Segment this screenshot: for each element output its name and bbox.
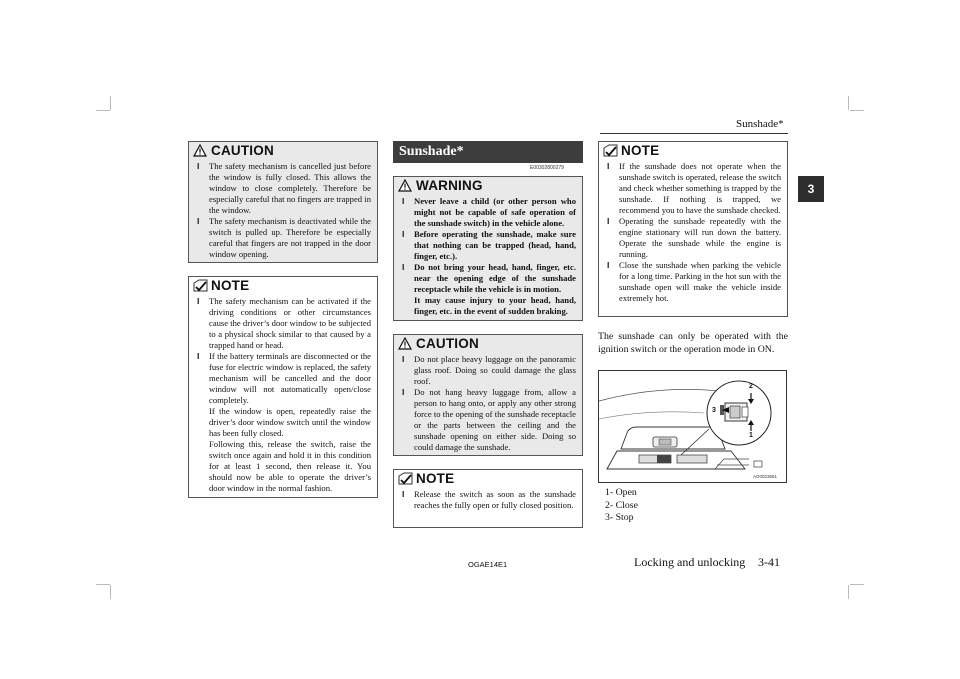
list-item: l Do not hang heavy luggage from, allow a person to hang onto, or apply any other strong force to the opening of the sunshade receptacle or the parts between the ceiling and the sunshade opening on either side. Doing so could damage the sunshade. [402, 387, 576, 452]
note-header [394, 470, 582, 488]
page-number: 3-41 [758, 555, 780, 569]
chapter-tab: 3 [798, 176, 824, 202]
note-label: NOTE [211, 278, 250, 293]
legend-item: 2- Close [605, 499, 638, 511]
crop-mark [110, 96, 111, 110]
caution-header [394, 335, 582, 353]
list-item: l The safety mechanism is deactivated while the switch is pulled up. Therefore be especially careful that fingers are not trapped in the door window opening. [197, 216, 371, 259]
caution-box [393, 334, 583, 456]
list-item: l Never leave a child (or other person who might not be capable of safe operation of the sunshade switch) in the vehicle alone. [402, 196, 576, 228]
list-item: l The safety mechanism is cancelled just before the window is fully closed. This allows the window to close completely. Therefore be especially careful that no fingers are trapped in the window. [197, 161, 371, 215]
list-item: l If the battery terminals are disconnected or the fuse for electric window is replaced, the safety mechanism will be cancelled and the door window will not automatically open/close completely. If the window is open, repeatedly raise the driver’s door window switch until the window has been fully closed. Following this, release the switch, raise the switch once again and hold it in this condition for at least 1 second, then release it. You should now be able to operate the driver’s door window in the normal fashion. [197, 351, 371, 493]
note-icon [398, 472, 413, 485]
note-label: NOTE [416, 471, 455, 486]
note-header [599, 142, 787, 160]
body-paragraph: The sunshade can only be operated with the ignition switch or the operation mode in ON. [598, 331, 788, 355]
note-header [189, 277, 377, 295]
caution-label: CAUTION [211, 143, 274, 158]
list-item: l Do not place heavy luggage on the panoramic glass roof. Doing so could damage the glass roof. [402, 354, 576, 386]
figure-code: AG0023651 [753, 474, 778, 479]
crop-mark [96, 584, 110, 585]
note-icon [603, 144, 618, 157]
crop-mark [848, 585, 849, 599]
warning-box [393, 176, 583, 321]
footer-chapter: Locking and unlocking [634, 555, 746, 569]
section-title: Sunshade* [393, 141, 583, 163]
section-code: E00302800279 [530, 165, 564, 171]
list-item: l The safety mechanism can be activated if the driving conditions or other circumstances cause the driver’s door window to be subjected to a physical shock similar to that caused by a trapped hand or head. [197, 296, 371, 350]
crop-mark [850, 584, 864, 585]
callout-1: 1 [749, 432, 753, 439]
caution-box [188, 141, 378, 263]
note-box [598, 141, 788, 317]
warning-label: WARNING [416, 178, 483, 193]
running-title: Sunshade* [736, 118, 784, 130]
note-box [393, 469, 583, 528]
figure-legend [605, 487, 638, 525]
warning-header [394, 177, 582, 195]
crop-mark [96, 110, 110, 111]
note-icon [193, 279, 208, 292]
sunshade-switch-figure [598, 370, 787, 483]
list-item: l Release the switch as soon as the sunshade reaches the fully open or fully closed position. [402, 489, 576, 510]
legend-item: 1- Open [605, 487, 637, 498]
legend-item: 3- Stop [605, 512, 634, 523]
crop-mark [110, 585, 111, 599]
list-item: l Before operating the sunshade, make sure that nothing can be trapped (head, hand, finger, etc.). [402, 229, 576, 261]
list-item: l Close the sunshade when parking the vehicle for a long time. Parking in the hot sun with the sunshade open will make the vehicle inside extremely hot. [607, 260, 781, 303]
crop-mark [848, 96, 849, 110]
warning-triangle-icon [398, 337, 412, 350]
callout-2: 2 [749, 383, 753, 390]
list-item: l Operating the sunshade repeatedly with the engine stationary will run down the battery. Operate the sunshade while the engine is running. [607, 216, 781, 259]
doc-code: OGAE14E1 [468, 560, 508, 569]
note-label: NOTE [621, 143, 660, 158]
list-item: l Do not bring your head, hand, finger, etc. near the opening edge of the sunshade receptacle while the vehicle is in motion. It may cause injury to your head, hand, finger, etc. in the event of sudden braking. [402, 262, 576, 316]
caution-header [189, 142, 377, 160]
warning-triangle-icon [193, 144, 207, 157]
crop-mark [850, 110, 864, 111]
overhead-console-illustration [599, 371, 786, 482]
caution-label: CAUTION [416, 336, 479, 351]
list-item: l If the sunshade does not operate when the sunshade switch is operated, release the switch and check whether something is trapped by the sunshade. If nothing is trapped, we recommend you to have the sunshade checked. [607, 161, 781, 215]
callout-3: 3 [712, 407, 716, 414]
header-rule [600, 133, 788, 134]
note-box [188, 276, 378, 498]
warning-triangle-icon [398, 179, 412, 192]
